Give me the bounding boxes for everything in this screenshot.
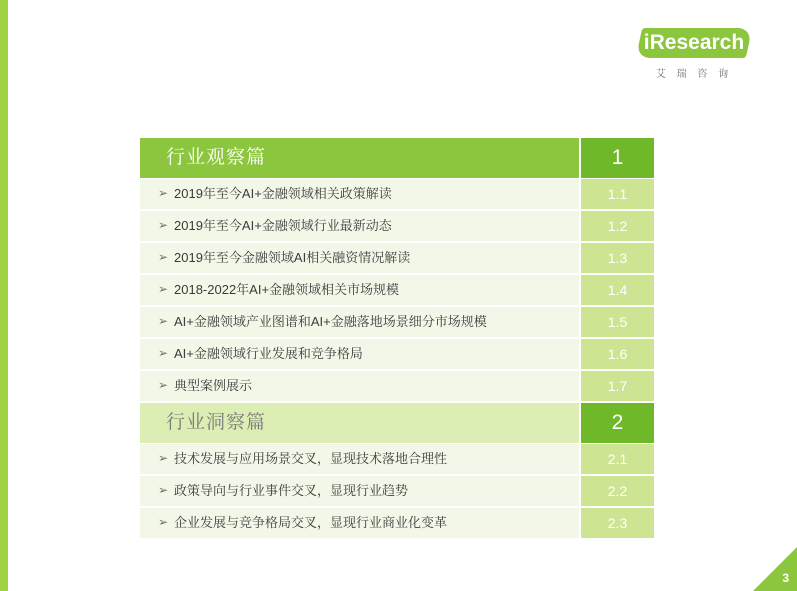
toc-item-label: 政策导向与行业事件交叉，显现行业趋势 [174,483,409,498]
toc-item-number: 1.1 [579,179,654,210]
toc-item-row[interactable] [140,307,654,338]
bullet-arrow-icon: ➢ [158,314,169,328]
toc-item-row[interactable] [140,179,654,210]
toc-item-label-wrap [140,476,579,507]
iresearch-logo [639,26,749,82]
toc-item-label: 2019年至今AI+金融领域行业最新动态 [174,218,392,233]
toc-item-number: 2.2 [579,476,654,507]
toc-item-row[interactable] [140,243,654,274]
toc-item-label: AI+金融领域行业发展和竞争格局 [174,346,363,361]
bullet-arrow-icon: ➢ [158,218,169,232]
bullet-arrow-icon: ➢ [158,282,169,296]
toc-item-label: 2018-2022年AI+金融领域相关市场规模 [174,282,400,297]
page-number: 3 [782,571,789,585]
toc-item-label: 2019年至今AI+金融领域相关政策解读 [174,186,392,201]
bullet-arrow-icon: ➢ [158,186,169,200]
toc-item-label-wrap [140,339,579,370]
toc-item-number: 1.5 [579,307,654,338]
toc-item-label-wrap [140,243,579,274]
left-accent-bar [0,0,8,591]
toc-item-row[interactable] [140,371,654,402]
toc-item-number: 1.4 [579,275,654,306]
toc-item-label-wrap [140,508,579,539]
bullet-arrow-icon: ➢ [158,378,169,392]
toc-item-number: 2.1 [579,444,654,475]
toc-item-number: 1.2 [579,211,654,242]
toc-item-label-wrap [140,444,579,475]
bullet-arrow-icon: ➢ [158,346,169,360]
toc-item-label: 2019年至今金融领域AI相关融资情况解读 [174,250,411,265]
toc-item-label-wrap [140,275,579,306]
toc-item-number: 1.7 [579,371,654,402]
page-corner-decoration [753,547,797,591]
bullet-arrow-icon: ➢ [158,483,169,497]
toc-item-label-wrap [140,211,579,242]
bullet-arrow-icon: ➢ [158,515,169,529]
logo-mark [639,26,749,60]
toc-item-label: 技术发展与应用场景交叉，显现技术落地合理性 [174,451,448,466]
toc-item-label: 典型案例展示 [174,378,253,393]
toc-item-label: 企业发展与竞争格局交叉，显现行业商业化变革 [174,515,448,530]
toc-section-row[interactable] [140,138,654,178]
toc-section-label: 行业观察篇 [140,138,579,178]
toc-item-number: 1.6 [579,339,654,370]
toc-item-label: AI+金融领域产业图谱和AI+金融落地场景细分市场规模 [174,314,487,329]
toc-section-row[interactable] [140,403,654,443]
table-of-contents [140,138,654,540]
toc-section-label: 行业洞察篇 [140,403,579,443]
toc-item-row[interactable] [140,444,654,475]
toc-item-row[interactable] [140,339,654,370]
logo-subtitle: 艾 瑞 咨 询 [655,69,733,80]
toc-section-number: 1 [579,138,654,178]
toc-section-number: 2 [579,403,654,443]
bullet-arrow-icon: ➢ [158,250,169,264]
toc-item-label-wrap [140,179,579,210]
toc-item-label-wrap [140,307,579,338]
toc-item-row[interactable] [140,211,654,242]
toc-item-number: 1.3 [579,243,654,274]
toc-item-number: 2.3 [579,508,654,539]
toc-item-row[interactable] [140,508,654,539]
logo-wordmark: iResearch [643,31,745,54]
bullet-arrow-icon: ➢ [158,451,169,465]
toc-item-row[interactable] [140,275,654,306]
toc-item-label-wrap [140,371,579,402]
toc-item-row[interactable] [140,476,654,507]
